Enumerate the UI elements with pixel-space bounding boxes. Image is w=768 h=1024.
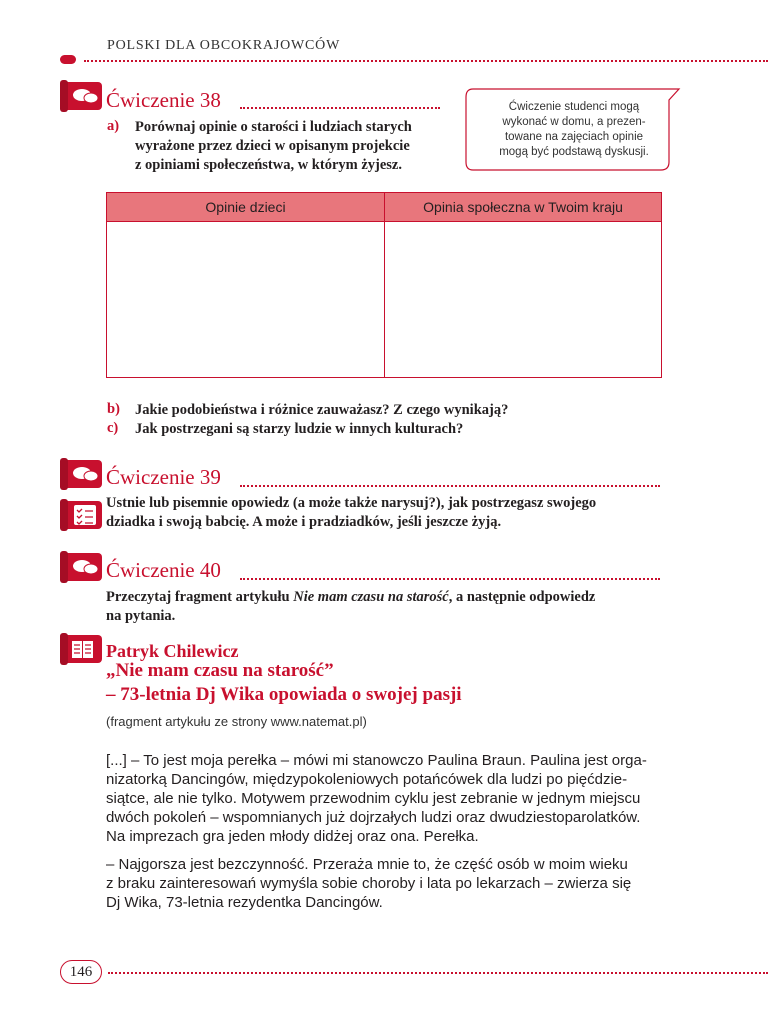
article-paragraph-2: [106, 855, 662, 912]
task-a-line: wyrażone przez dzieci w opisanym projekcie: [135, 138, 410, 154]
teacher-note: [465, 88, 681, 172]
exercise-40-line-1: Przeczytaj fragment artykułu Nie mam czasu na starość, a następnie odpowiedz: [106, 589, 596, 605]
article-title-line-1: „Nie mam czasu na starość”: [106, 660, 334, 681]
task-a-line: Porównaj opinie o starości i ludziach starych: [135, 119, 412, 135]
book-icon: [60, 631, 104, 667]
children-opinion-cell[interactable]: [107, 222, 385, 378]
article-source: (fragment artykułu ze strony www.natemat.pl): [106, 714, 367, 729]
article-author: Patryk Chilewicz: [106, 641, 239, 661]
speech-icon: [60, 78, 104, 114]
task-c-text: Jak postrzegani są starzy ludzie w innych kulturach?: [135, 421, 464, 437]
footer-divider: [108, 972, 768, 974]
page-number: 146: [60, 960, 102, 984]
task-c-letter: c): [107, 420, 119, 436]
paragraph-line: Na imprezach gra jeden młody didżej oraz ona. Perełka.: [106, 828, 479, 845]
paragraph-line: dwóch pokoleń – wspomnianych już dojrzałych ludzi oraz dwudziestoparolatków.: [106, 809, 641, 826]
task-a-text: [135, 118, 455, 175]
task-a-letter: a): [107, 118, 120, 134]
exercise-38-title: Ćwiczenie 38: [106, 88, 221, 112]
running-header: POLSKI DLA OBCOKRAJOWCÓW: [107, 38, 341, 53]
exercise-38-divider: [240, 107, 440, 109]
paragraph-line: z braku zainteresowań wymyśla sobie choroby i lata po lekarzach – zwierza się: [106, 875, 632, 892]
exercise-40-line-2: na pytania.: [106, 608, 176, 624]
exercise-40-divider: [240, 578, 660, 580]
exercise-39-title: Ćwiczenie 39: [106, 465, 221, 489]
teacher-note-text: [479, 100, 669, 160]
column-header-society: Opinia społeczna w Twoim kraju: [385, 193, 662, 222]
task-a-line: z opiniami społeczeństwa, w którym żyjesz.: [135, 157, 402, 173]
paragraph-line: siątce, ale nie tylko. Motywem przewodnim cyklu jest zebranie w jednym miejscu: [106, 790, 641, 807]
society-opinion-cell[interactable]: [385, 222, 662, 378]
article-paragraph-1: [106, 751, 662, 846]
exercise-39-text: [106, 494, 666, 532]
exercise-39-line: dziadka i swoją babcię. A może i pradziadków, jeśli jeszcze żyją.: [106, 514, 502, 530]
paragraph-line: [...] – To jest moja perełka – mówi mi stanowczo Paulina Braun. Paulina jest orga-: [106, 752, 647, 769]
exercise-40-title: Ćwiczenie 40: [106, 558, 221, 582]
paragraph-line: Dj Wika, 73-letnia rezydentka Dancingów.: [106, 894, 383, 911]
speech-icon: [60, 456, 104, 492]
task-b-letter: b): [107, 401, 120, 417]
exercise-40-text: [106, 588, 666, 626]
paragraph-line: nizatorką Dancingów, międzypokoleniowych potańcówek dla ludzi po pięćdzie-: [106, 771, 628, 788]
exercise-39-divider: [240, 485, 660, 487]
opinion-table: [106, 192, 662, 378]
column-header-children: Opinie dzieci: [107, 193, 385, 222]
note-line: mogą być podstawą dyskusji.: [499, 146, 649, 158]
exercise-39-line: Ustnie lub pisemnie opowiedz (a może także narysuj?), jak postrzegasz swojego: [106, 495, 597, 511]
note-line: Ćwiczenie studenci mogą: [508, 101, 640, 113]
article-title-italic: Nie mam czasu na starość: [293, 589, 449, 605]
header-divider: [84, 60, 768, 62]
header-marker: [60, 55, 76, 64]
paragraph-line: – Najgorsza jest bezczynność. Przeraża mnie to, że część osób w moim wieku: [106, 856, 628, 873]
note-line: wykonać w domu, a prezen-: [502, 116, 646, 128]
task-b-text: Jakie podobieństwa i różnice zauważasz? Z czego wynikają?: [135, 402, 509, 418]
article-title-line-2: – 73-letnia Dj Wika opowiada o swojej pasji: [106, 684, 462, 705]
note-line: towane na zajęciach opinie: [504, 131, 644, 143]
checklist-icon: [60, 497, 104, 533]
speech-icon: [60, 549, 104, 585]
